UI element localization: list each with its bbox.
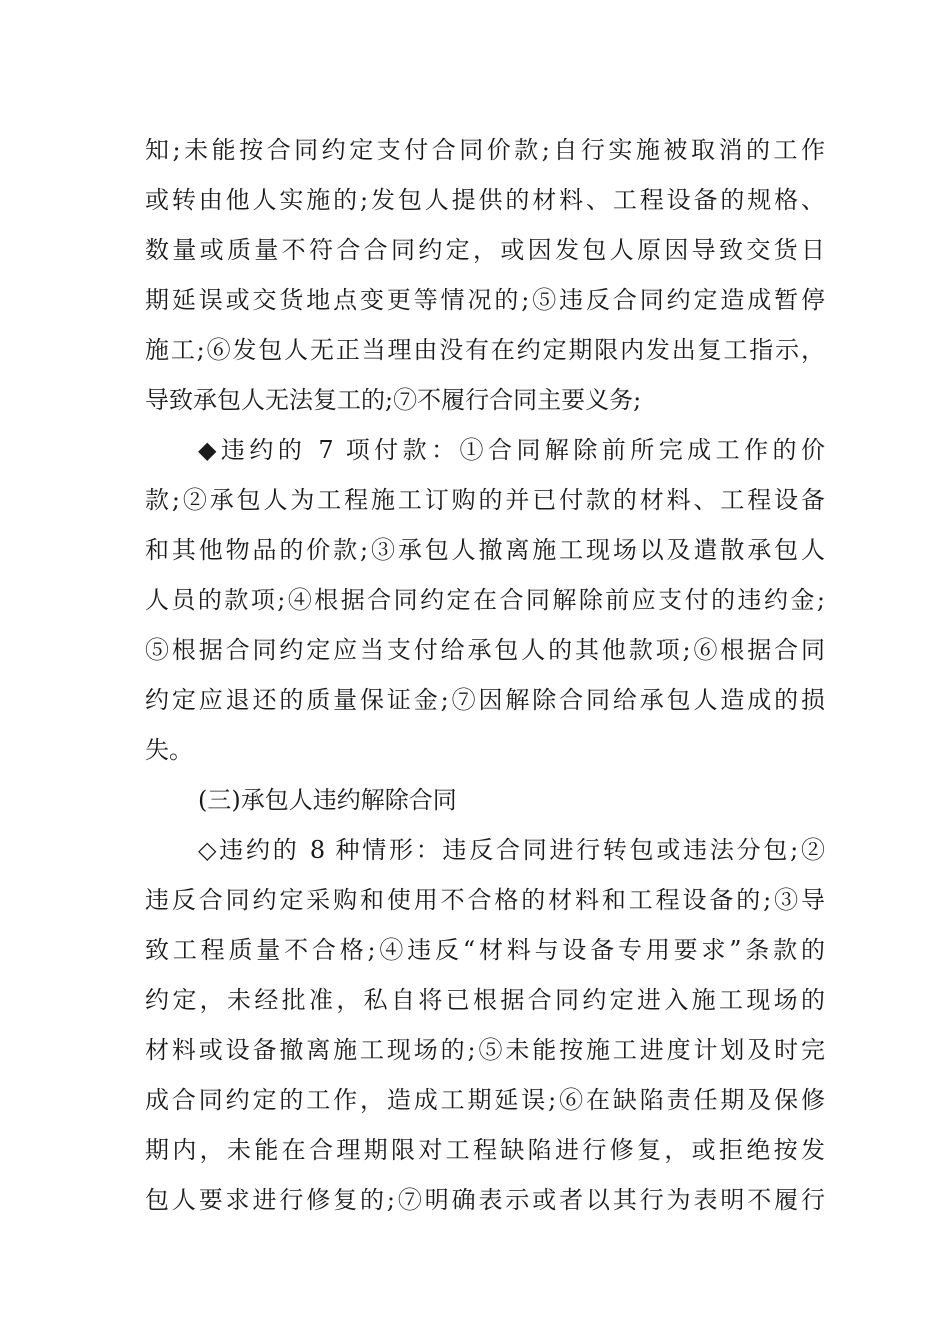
body-text-line: 知;未能按合同约定支付合同价款;自行实施被取消的工作 — [145, 136, 825, 164]
body-text-line: ◇违约的 8 种情形：违反合同进行转包或违法分包;② — [198, 836, 825, 864]
body-text-line: 和其他物品的价款;③承包人撤离施工现场以及遣散承包人 — [145, 536, 825, 564]
body-text-line: 或转由他人实施的;发包人提供的材料、工程设备的规格、 — [145, 186, 825, 214]
body-text-line: 成合同约定的工作，造成工期延误;⑥在缺陷责任期及保修 — [145, 1086, 825, 1114]
body-text-line: 期延误或交货地点变更等情况的;⑤违反合同约定造成暂停 — [145, 286, 825, 314]
body-text-line: 违反合同约定采购和使用不合格的材料和工程设备的;③导 — [145, 886, 825, 914]
body-text-line: 失。 — [145, 736, 193, 764]
body-text-line: 约定应退还的质量保证金;⑦因解除合同给承包人造成的损 — [145, 686, 825, 714]
body-text-line: 数量或质量不符合合同约定，或因发包人原因导致交货日 — [145, 236, 825, 264]
body-text-line: 期内，未能在合理期限对工程缺陷进行修复，或拒绝按发 — [145, 1136, 825, 1164]
body-text-line: 约定，未经批准，私自将已根据合同约定进入施工现场的 — [145, 986, 825, 1014]
body-text-line: 人员的款项;④根据合同约定在合同解除前应支付的违约金; — [145, 586, 825, 614]
body-text-line: 致工程质量不合格;④违反“材料与设备专用要求”条款的 — [145, 936, 825, 964]
body-text-line: 包人要求进行修复的;⑦明确表示或者以其行为表明不履行 — [145, 1186, 825, 1214]
body-text-line: 导致承包人无法复工的;⑦不履行合同主要义务; — [145, 386, 642, 414]
body-text-line: 款;②承包人为工程施工订购的并已付款的材料、工程设备 — [145, 486, 825, 514]
body-text-line: ◆违约的 7 项付款：①合同解除前所完成工作的价 — [198, 436, 825, 464]
body-text-line: 材料或设备撤离施工现场的;⑤未能按施工进度计划及时完 — [145, 1036, 825, 1064]
section-heading: (三)承包人违约解除合同 — [198, 786, 457, 814]
body-text-line: 施工;⑥发包人无正当理由没有在约定期限内发出复工指示， — [145, 336, 825, 364]
body-text-line: ⑤根据合同约定应当支付给承包人的其他款项;⑥根据合同 — [145, 636, 825, 664]
